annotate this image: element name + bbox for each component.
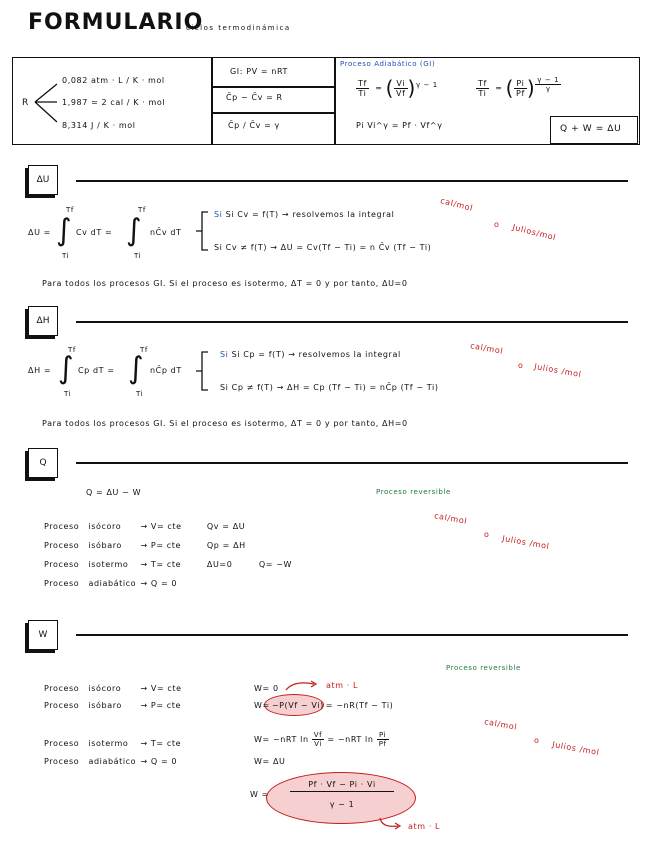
section-q-box: Q xyxy=(28,448,58,478)
dh-integrand-2: nC̄p dT xyxy=(150,366,182,375)
w-row: Proceso adiabático → Q = 0 xyxy=(44,757,178,766)
w-units-julios: Julios /mol xyxy=(551,739,601,758)
lower-limit: Ti xyxy=(136,390,144,398)
upper-limit: Tf xyxy=(138,206,146,214)
dh-units-cal: cal/mol xyxy=(469,341,504,356)
dh-note: Para todos los procesos GI. Si el proceso es isotermo, ΔT = 0 y por tanto, ΔH=0 xyxy=(42,419,408,428)
w-adiabatic-numerator: Pf · Vf − Pi · Vi xyxy=(290,780,394,792)
dh-units-julios: Julios /mol xyxy=(533,361,583,380)
w-isochoric-eq: W= 0 xyxy=(254,684,279,693)
brace xyxy=(196,210,210,252)
dh-integrand-1: Cp dT = xyxy=(78,366,115,375)
du-integrand-2: nC̄v dT xyxy=(150,228,182,237)
w-units-or: o xyxy=(534,736,540,745)
du-case-1: Si Si Cv = f(T) → resolvemos la integral xyxy=(214,210,395,219)
du-units-julios: Julios/mol xyxy=(511,222,557,243)
upper-limit: Tf xyxy=(66,206,74,214)
integral-sign: ∫ xyxy=(128,351,144,386)
du-integrand-1: Cv dT = xyxy=(76,228,113,237)
w-isobaric-eq: W= −P(Vf − Vi) = −nR(Tf − Ti) xyxy=(254,701,394,710)
first-law: Q + W = ΔU xyxy=(560,124,622,134)
dh-case-1: Si Si Cp = f(T) → resolvemos la integral xyxy=(220,350,401,359)
arrow-curve xyxy=(284,678,324,692)
du-case-2: Si Cv ≠ f(T) → ΔU = Cv(Tf − Ti) = n C̄v (Tf − Ti) xyxy=(214,243,432,252)
q-row: Proceso adiabático → Q = 0 xyxy=(44,579,178,588)
w-atm-label-2: atm · L xyxy=(408,822,441,831)
w-adiabatic-lhs: W = xyxy=(250,790,269,799)
w-adiabatic-denominator: γ − 1 xyxy=(329,800,355,809)
section-du-box: ΔU xyxy=(28,165,58,195)
divider xyxy=(334,57,336,145)
q-row: Proceso isotermo → T= cte ΔU=0 Q= −W xyxy=(44,560,293,569)
du-lhs: ΔU = xyxy=(28,228,51,237)
du-units-cal: cal/mol xyxy=(439,196,474,213)
integral-sign: ∫ xyxy=(56,213,72,248)
q-units-or: o xyxy=(484,530,490,539)
integral-sign: ∫ xyxy=(58,351,74,386)
page-title: FORMULARIO xyxy=(28,10,204,35)
constant-1: 0,082 atm · L / K · mol xyxy=(62,76,165,85)
constant-3: 8,314 J / K · mol xyxy=(62,121,136,130)
constant-2: 1,987 ≃ 2 cal / K · mol xyxy=(62,98,166,107)
q-row: Proceso isóbaro → P= cte Qp = ΔH xyxy=(44,541,246,550)
divider xyxy=(211,57,213,145)
upper-limit: Tf xyxy=(140,346,148,354)
divider xyxy=(211,112,335,114)
w-row: Proceso isócoro → V= cte xyxy=(44,684,182,693)
q-row: Proceso isócoro → V= cte Qv = ΔU xyxy=(44,522,246,531)
section-dh-box: ΔH xyxy=(28,306,58,336)
ideal-gas-equation: GI: PV = nRT xyxy=(230,67,289,76)
w-atm-label-1: atm · L xyxy=(326,681,359,690)
branch-lines xyxy=(32,78,60,128)
q-formula: Q = ΔU − W xyxy=(86,488,142,497)
mayer-relation: C̄p − C̄v = R xyxy=(226,93,283,102)
section-w-rule xyxy=(76,634,628,636)
lower-limit: Ti xyxy=(62,252,70,260)
page-subtitle: ciclos termodinámica xyxy=(186,24,291,32)
integral-sign: ∫ xyxy=(126,213,142,248)
lower-limit: Ti xyxy=(64,390,72,398)
q-units-julios: Julios /mol xyxy=(501,533,551,552)
du-note: Para todos los procesos GI. Si el proceso es isotermo, ΔT = 0 y por tanto, ΔU=0 xyxy=(42,279,408,288)
w-units-cal: cal/mol xyxy=(483,717,518,732)
section-dh-rule xyxy=(76,321,628,323)
du-units-or: o xyxy=(494,220,500,229)
adiabatic-pv-relation: Pi Vi^γ = Pf · Vf^γ xyxy=(356,121,443,130)
gas-constant-symbol: R xyxy=(22,98,29,108)
q-units-cal: cal/mol xyxy=(433,511,468,526)
w-row: Proceso isotermo → T= cte xyxy=(44,739,182,748)
gamma-ratio: C̄p / C̄v = γ xyxy=(228,121,280,130)
dh-lhs: ΔH = xyxy=(28,366,52,375)
adiabatic-title: Proceso Adiabático (GI) xyxy=(340,60,436,68)
divider xyxy=(211,86,335,88)
w-row: Proceso isóbaro → P= cte xyxy=(44,701,182,710)
adiabatic-temp-pressure: $\frac{Tf}{Ti}$ = ( $\frac{Pi}{Pf}$ ) $^{\frac{\gamma - 1}{\gamma}}$ xyxy=(478,76,560,100)
w-adiabatic-eq: W= ΔU xyxy=(254,757,286,766)
section-q-rule xyxy=(76,462,628,464)
section-w-box: W xyxy=(28,620,58,650)
dh-units-or: o xyxy=(518,361,524,370)
upper-limit: Tf xyxy=(68,346,76,354)
section-du-rule xyxy=(76,180,628,182)
adiabatic-temp-volume: $\frac{Tf}{Ti}$ = ( $\frac{Vi}{Vf}$ )$^{\gamma - 1}$ xyxy=(358,76,438,100)
w-isothermal-eq: W= −nRT ln $\frac{Vf}{Vi}$ = −nRT ln $\frac{Pi}{Pf}$ xyxy=(254,731,387,748)
q-reversible: Proceso reversible xyxy=(376,488,451,496)
lower-limit: Ti xyxy=(134,252,142,260)
dh-case-2: Si Cp ≠ f(T) → ΔH = Cp (Tf − Ti) = nC̄p (Tf − Ti) xyxy=(220,383,439,392)
w-reversible: Proceso reversible xyxy=(446,664,521,672)
brace xyxy=(196,350,210,392)
arrow-curve xyxy=(376,816,406,832)
